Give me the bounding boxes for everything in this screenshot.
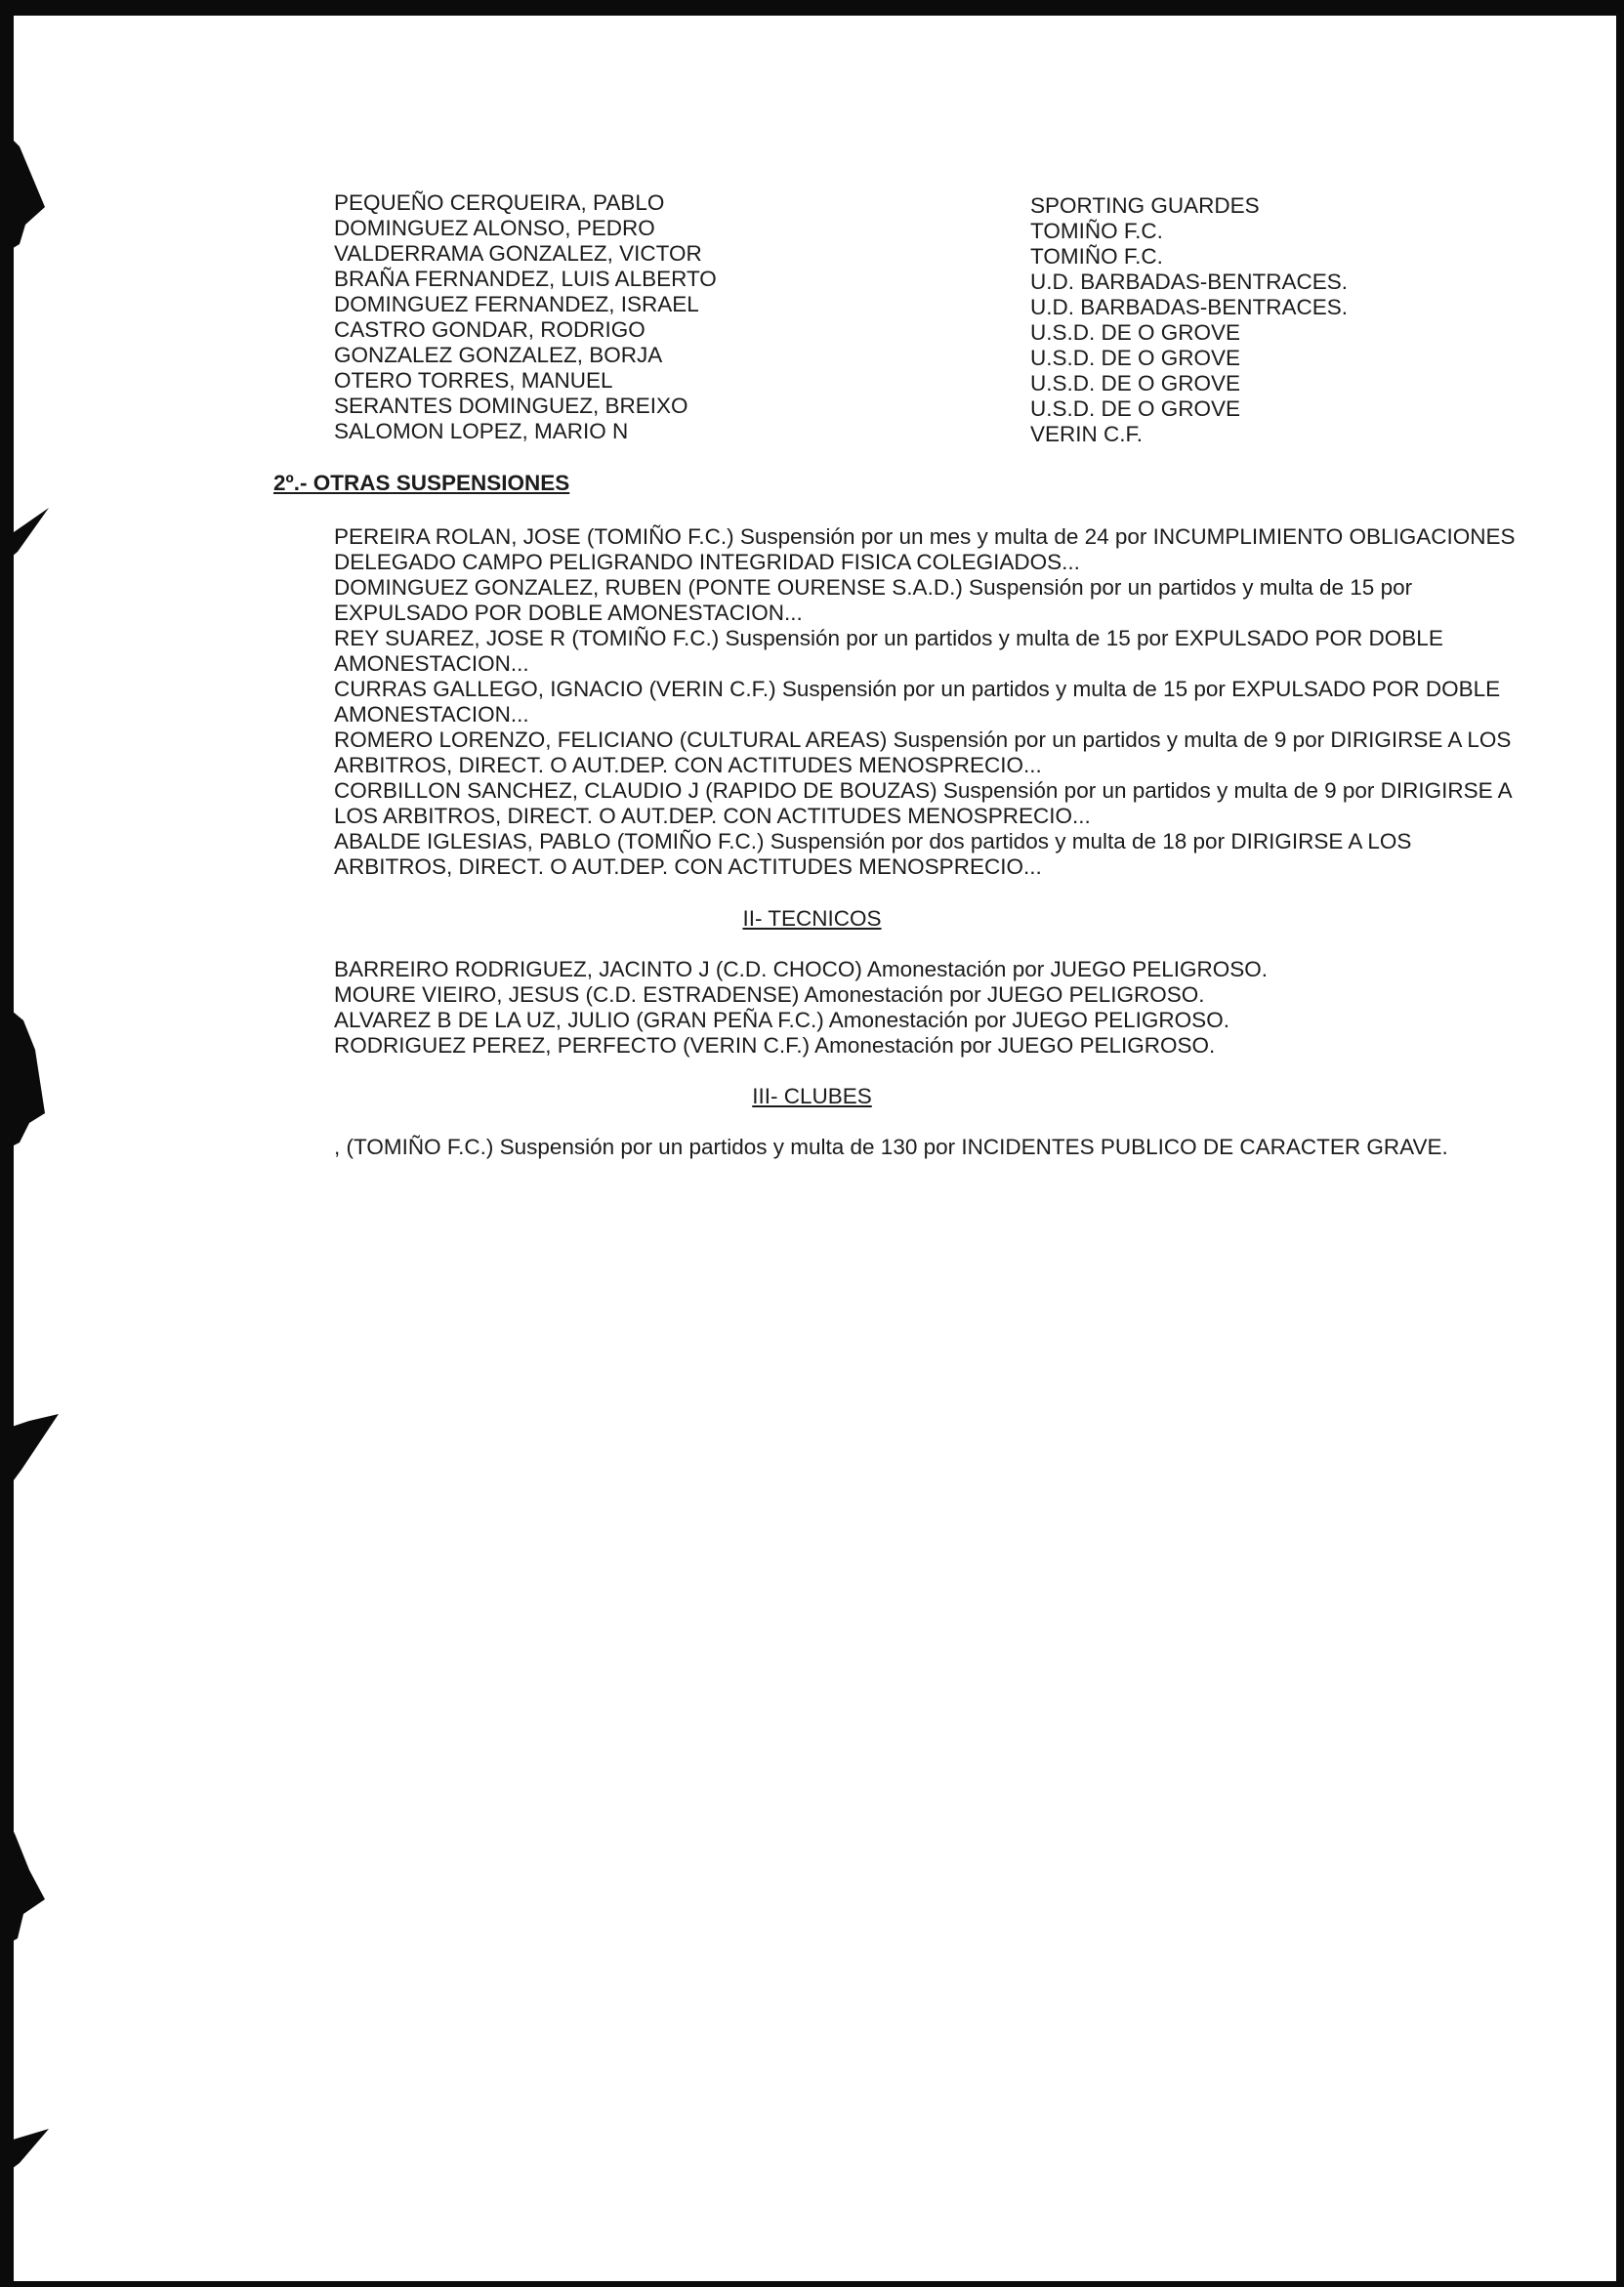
coaches-list [334, 957, 1525, 1059]
coach-entry: MOURE VIEIRO, JESUS (C.D. ESTRADENSE) Amonestación por JUEGO PELIGROSO. [334, 982, 1205, 1007]
player-row [334, 317, 1603, 343]
player-row [334, 419, 1603, 444]
clubs-heading: III- CLUBES [752, 1084, 872, 1108]
sanction-entry: ABALDE IGLESIAS, PABLO (TOMIÑO F.C.) Suspensión por dos partidos y multa de 18 por DIRIGIRSE A LOS ARBITROS, DIRECT. O AUT.DEP. CON ACTITUDES MENOSPRECIO... [334, 829, 1412, 879]
player-name: PEQUEÑO CERQUEIRA, PABLO [334, 190, 665, 215]
player-club: TOMIÑO F.C. [1030, 219, 1163, 243]
player-name: OTERO TORRES, MANUEL [334, 368, 613, 393]
suspended-players-list [334, 190, 1603, 444]
player-name: DOMINGUEZ ALONSO, PEDRO [334, 216, 655, 240]
coaches-heading: II- TECNICOS [742, 906, 882, 931]
player-row [334, 190, 1603, 216]
player-name: VALDERRAMA GONZALEZ, VICTOR [334, 241, 702, 266]
player-name: SALOMON LOPEZ, MARIO N [334, 419, 629, 443]
player-club: TOMIÑO F.C. [1030, 244, 1163, 269]
other-suspensions-list [334, 524, 1525, 880]
player-club: VERIN C.F. [1030, 422, 1144, 446]
player-club: SPORTING GUARDES [1030, 193, 1260, 218]
player-row [334, 216, 1603, 241]
player-name: GONZALEZ GONZALEZ, BORJA [334, 343, 663, 367]
player-name: SERANTES DOMINGUEZ, BREIXO [334, 394, 688, 418]
sanction-entry: CURRAS GALLEGO, IGNACIO (VERIN C.F.) Suspensión por un partidos y multa de 15 por EXPULSADO POR DOBLE AMONESTACION... [334, 677, 1501, 727]
coach-entry: ALVAREZ B DE LA UZ, JULIO (GRAN PEÑA F.C.) Amonestación por JUEGO PELIGROSO. [334, 1008, 1229, 1032]
player-row [334, 368, 1603, 394]
player-row [334, 267, 1603, 292]
player-club: U.S.D. DE O GROVE [1030, 346, 1241, 370]
club-sanction-entry: , (TOMIÑO F.C.) Suspensión por un partidos y multa de 130 por INCIDENTES PUBLICO DE CARACTER GRAVE. [334, 1135, 1448, 1159]
player-club: U.D. BARBADAS-BENTRACES. [1030, 270, 1349, 294]
clubs-list [334, 1135, 1525, 1160]
player-name: BRAÑA FERNANDEZ, LUIS ALBERTO [334, 267, 717, 291]
coach-entry: BARREIRO RODRIGUEZ, JACINTO J (C.D. CHOCO) Amonestación por JUEGO PELIGROSO. [334, 957, 1269, 981]
player-club: U.S.D. DE O GROVE [1030, 396, 1241, 421]
player-row [334, 241, 1603, 267]
player-row [334, 343, 1603, 368]
player-club: U.D. BARBADAS-BENTRACES. [1030, 295, 1349, 319]
sanction-entry: REY SUAREZ, JOSE R (TOMIÑO F.C.) Suspensión por un partidos y multa de 15 por EXPULSADO POR DOBLE AMONESTACION... [334, 626, 1443, 676]
sanction-entry: PEREIRA ROLAN, JOSE (TOMIÑO F.C.) Suspensión por un mes y multa de 24 por INCUMPLIMIENTO OBLIGACIONES DELEGADO CAMPO PELIGRANDO INTEGRIDAD FISICA COLEGIADOS... [334, 524, 1516, 574]
player-row [334, 394, 1603, 419]
sanction-entry: ROMERO LORENZO, FELICIANO (CULTURAL AREAS) Suspensión por un partidos y multa de 9 por DIRIGIRSE A LOS ARBITROS, DIRECT. O AUT.DEP. CON ACTITUDES MENOSPRECIO... [334, 728, 1512, 777]
player-name: DOMINGUEZ FERNANDEZ, ISRAEL [334, 292, 699, 316]
player-row [334, 292, 1603, 317]
sanction-entry: CORBILLON SANCHEZ, CLAUDIO J (RAPIDO DE BOUZAS) Suspensión por un partidos y multa de 9 por DIRIGIRSE A LOS ARBITROS, DIRECT. O AUT.DEP. CON ACTITUDES MENOSPRECIO... [334, 778, 1512, 828]
player-club: U.S.D. DE O GROVE [1030, 320, 1241, 345]
coach-entry: RODRIGUEZ PEREZ, PERFECTO (VERIN C.F.) Amonestación por JUEGO PELIGROSO. [334, 1033, 1216, 1058]
player-name: CASTRO GONDAR, RODRIGO [334, 317, 645, 342]
sanction-entry: DOMINGUEZ GONZALEZ, RUBEN (PONTE OURENSE S.A.D.) Suspensión por un partidos y multa de 15 por EXPULSADO POR DOBLE AMONESTACION... [334, 575, 1413, 625]
other-suspensions-heading: 2º.- OTRAS SUSPENSIONES [273, 471, 570, 495]
player-club: U.S.D. DE O GROVE [1030, 371, 1241, 395]
